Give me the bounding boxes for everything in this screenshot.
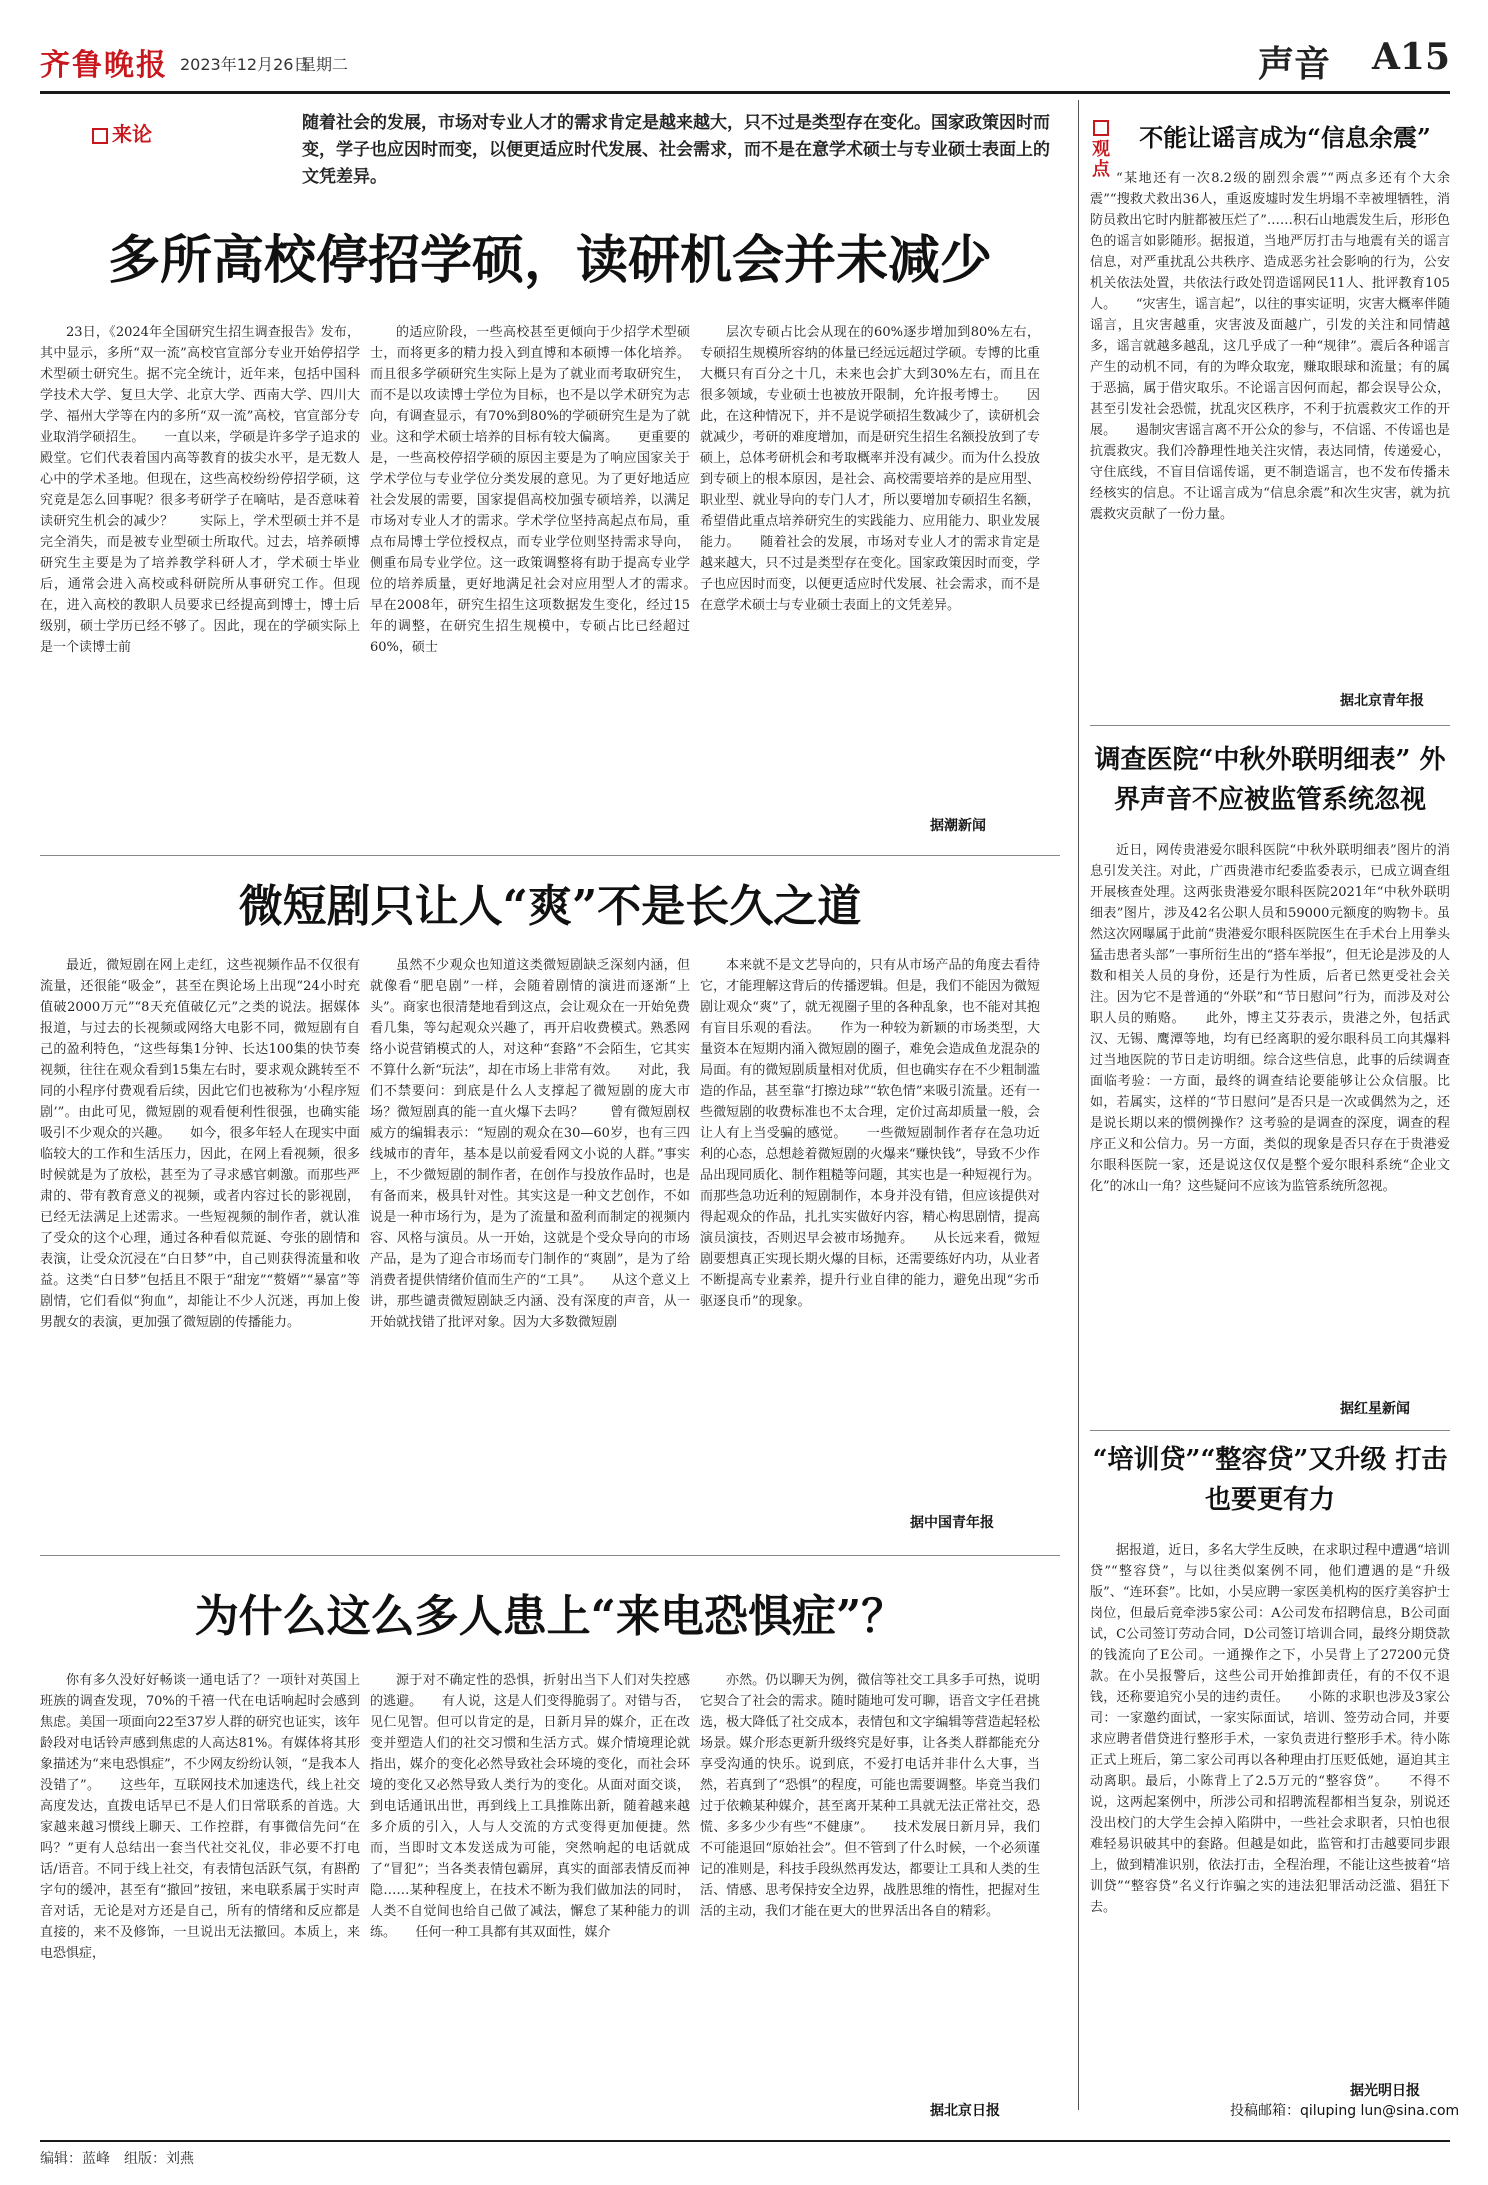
editor-credits: 编辑：蓝峰 组版：刘燕: [40, 2151, 194, 2167]
article3-column-1: 你有多久没好好畅谈一通电话了？一项针对英国上班族的调查发现，70%的千禧一代在电话响起时会感到焦虑。美国一项面向22至37岁人群的研究也证实，该年龄段对电话铃声感到焦虑的人高达81%。有媒体将其形象描述为“来电恐惧症”，不少网友纷纷认领，“是我本人没错了”。 这些年，互联网技术加速迭代，线上社交高度发达，直拨电话早已不是人们日常联系的首选。大家越来越习惯线上聊天、工作控群，有事微信先问“在吗？”更有人总结出一套当代社交礼仪，非必要不打电话/语音。不同于线上社交，有表情包活跃气氛，有斟酌字句的缓冲，甚至有“撤回”按钮，来电联系属于实时声音对话，无论是对方还是自己，所有的情绪和反应都是直接的，来不及修饰，一旦说出无法撤回。本质上，来电恐惧症，: [40, 1673, 360, 1961]
article1-column-2: 的适应阶段，一些高校甚至更倾向于少招学术型硕士，而将更多的精力投入到直博和本硕博一体化培养。而且很多学硕研究生实际上是为了就业而考取研究生，而不是以攻读博士学位为目标，也不是以学术研究为志向，有调查显示，有70%到80%的学硕研究生是为了就业。这和学术硕士培养的目标有较大偏离。 更重要的是，一些高校停招学硕的原因主要是为了响应国家关于学术学位与专业学位分类发展的意见。为了更好地适应社会发展的需要，国家提倡高校加强专硕培养，以满足市场对专业人才的需求。学术学位坚持高起点布局，重点布局博士学位授权点，而专业学位则坚持需求导向，侧重布局专业学位。这一政策调整将有助于提高专业学位的培养质量，更好地满足社会对应用型人才的需求。 早在2008年，研究生招生这项数据发生变化，经过15年的调整，在研究生招生规模中，专硕占比已经超过60%，硕士: [370, 325, 690, 655]
issue-weekday: 星期二: [300, 55, 349, 74]
divider: [40, 1555, 1060, 1556]
divider: [40, 855, 1060, 856]
article3-headline: 为什么这么多人患上“来电恐惧症”？: [194, 1591, 906, 1642]
side2-body: 近日，网传贵港爱尔眼科医院“中秋外联明细表”图片的消息引发关注。对此，广西贵港市纪委监委表示，已成立调查组开展核查处理。这两张贵港爱尔眼科医院2021年“中秋外联明细表”图片，涉及42名公职人员和59000元额度的购物卡。虽然这次网曝属于此前“贵港爱尔眼科医院医生在手术台上用拳头猛击患者头部”一事所衍生出的“搭车举报”，但无论是涉及的人数和相关人员的身份，还是行为性质，后者已然更受社会关注。因为它不是普通的“外联”和“节日慰问”行为，而涉及对公职人员的贿赂。 此外，博主艾芬表示，贵港之外，包括武汉、无锡、鹰潭等地，均有已经离职的爱尔眼科员工向其爆料过当地医院的节日走访明细。综合这些信息，此事的后续调查面临考验：一方面，最终的调查结论要能够让公众信服。比如，若属实，这样的“节日慰问”是否只是一次或偶然为之，还是说长期以来的惯例操作？这考验的是调查的深度，调查的程序正义和公信力。另一方面，类似的现象是否只存在于贵港爱尔眼科医院一家，还是说这仅仅是整个爱尔眼科系统“企业文化”的冰山一角？这些疑问不应该为监管系统所忽视。: [1090, 843, 1450, 1194]
column-divider: [1078, 100, 1079, 2110]
article1-tag: 来论: [92, 118, 152, 147]
article1-headline: 多所高校停招学硕，读研机会并未减少: [107, 230, 992, 291]
side1-body: “某地还有一次8.2级的剧烈余震”“两点多还有个大余震”“搜救犬救出36人，重返废墟时发生坍塌不幸被埋牺牲，消防员救出它时内脏都被压烂了”……积石山地震发生后，形形色色的谣言如影随形。据报道，当地严厉打击与地震有关的谣言信息，对严重扰乱公共秩序、造成恶劣社会影响的行为，公安机关依法处置，共依法行政处罚造谣网民11人、批评教育105人。 “灾害生，谣言起”，以往的事实证明，灾害大概率伴随谣言，且灾害越重，灾害波及面越广，引发的关注和同情越多，谣言就越多越乱，这几乎成了一种“规律”。震后各种谣言产生的动机不同，有的为哗众取宠，赚取眼球和流量；有的属于恶搞，属于借灾取乐。不论谣言因何而起，都会误导公众，甚至引发社会恐慌，扰乱灾区秩序，不利于抗震救灾工作的开展。 遏制灾害谣言离不开公众的参与，不信谣、不传谣也是抗震救灾。我们冷静理性地关注灾情，表达同情，传递爱心，守住底线，不盲目信谣传谣，更不制造谣言，也不发布传播未经核实的信息。不让谣言成为“信息余震”和次生灾害，就为抗震救灾贡献了一份力量。: [1090, 171, 1450, 522]
page-footer: [40, 2140, 1450, 2168]
article1-column-3: 层次专硕占比会从现在的60%逐步增加到80%左右，专硕招生规模所容纳的体量已经远远超过学硕。专博的比重大概只有百分之十几，未来也会扩大到30%左右，而且在很多领域，专业硕士也被放开限制，允许报考博士。 因此，在这种情况下，并不是说学硕招生数减少了，读研机会就减少，考研的难度增加，而是研究生招生名额投放到了专硕上，总体考研机会和考取概率并没有减少。而为什么投放到专硕上的根本原因，是社会、高校需要培养的是应用型、职业型、就业导向的专门人才，所以要增加专硕招生名额，希望借此重点培养研究生的实践能力、应用能力、职业发展能力。 随着社会的发展，市场对专业人才的需求肯定是越来越大，只不过是类型存在变化。国家政策因时而变，学子也应因时而变，以便更适应时代发展、社会需求，而不是在意学术硕士与专业硕士表面上的文凭差异。: [700, 325, 1040, 613]
side3-headline: “培训贷”“整容贷”又升级 打击也要更有力: [1092, 1445, 1448, 1515]
side3-source: 据光明日报: [1350, 2083, 1420, 2099]
article2-headline: 微短剧只让人“爽”不是长久之道: [238, 881, 862, 932]
article1-source: 据潮新闻: [930, 818, 986, 834]
side1-source: 据北京青年报: [1340, 693, 1424, 709]
masthead: [40, 22, 1450, 94]
article2-source: 据中国青年报: [910, 1515, 994, 1531]
article2-column-2: 虽然不少观众也知道这类微短剧缺乏深刻内涵，但就像看“肥皂剧”一样，会随着剧情的演进而逐渐“上头”。商家也很清楚地看到这点，会让观众在一开始免费看几集，等勾起观众兴趣了，再开启收费模式。熟悉网络小说营销模式的人，对这种“套路”不会陌生，它其实不算什么新“玩法”，却在市场上非常有效。 对此，我们不禁要问：到底是什么人支撑起了微短剧的庞大市场？微短剧真的能一直火爆下去吗？ 曾有微短剧权威方的编辑表示：“短剧的观众在30—60岁，也有三四线城市的青年，基本是以前爱看网文小说的人群。”事实上，不少微短剧的制作者，在创作与投放作品时，也是有备而来，极具针对性。其实这是一种文艺创作，不如说是一种市场行为，是为了流量和盈利而制定的视频内容、风格与演员。从一开始，这就是个受众导向的市场产品，是为了迎合市场而专门制作的“爽剧”，是为了给消费者提供情绪价值而生产的“工具”。 从这个意义上讲，那些谴责微短剧缺乏内涵、没有深度的声音，从一开始就找错了批评对象。因为大多数微短剧: [370, 958, 690, 1330]
article2-column-1: 最近，微短剧在网上走红，这些视频作品不仅很有流量，还很能“吸金”，甚至在舆论场上出现“24小时充值破2000万元”“8天充值破亿元”之类的说法。据媒体报道，与过去的长视频或网络大电影不同，微短剧有自己的盈利特色，“这些每集1分钟、长达100集的快节奏视频，往往在观众看到15集左右时，要求观众跳转至不同的小程序付费观看后续，因此它们也被称为‘小程序短剧’”。由此可见，微短剧的观看便利性很强，也确实能吸引不少观众的兴趣。 如今，很多年轻人在现实中面临较大的工作和生活压力，因此，在网上看视频，很多时候就是为了放松，甚至为了寻求感官刺激。而那些严肃的、带有教育意义的视频，或者内容过长的影视剧，已经无法满足上述需求。一些短视频的制作者，就认准了受众的这个心理，通过各种看似荒诞、夸张的剧情和表演，让受众沉浸在“白日梦”中，自己则获得流量和收益。这类“白日梦”包括且不限于“甜宠”“赘婿”“暴富”等剧情，它们看似“狗血”，却能让不少人沉迷，再加上俊男靓女的表演，更加强了微短剧的传播能力。: [40, 958, 360, 1330]
article3-column-3: 亦然。仍以聊天为例，微信等社交工具多手可热，说明它契合了社会的需求。随时随地可发可聊，语音文字任君挑选，极大降低了社交成本，表情包和文字编辑等营造起轻松场景。媒介形态更新升级终究是好事，让各类人群都能充分享受沟通的快乐。说到底，不爱打电话并非什么大事，当然，若真到了“恐惧”的程度，可能也需要调整。毕竟当我们过于依赖某种媒介，甚至离开某种工具就无法正常社交，恐慌、多多少少有些“不健康”。 技术发展日新月异，我们不可能退回“原始社会”。但不管到了什么时候，一个必须谨记的准则是，科技手段纵然再发达，都要让工具和人类的生活、情感、思考保持安全边界，战胜思维的惰性，把握对生活的主动，我们才能在更大的世界活出各自的精彩。: [700, 1673, 1040, 1919]
side2-source: 据红星新闻: [1340, 1401, 1410, 1417]
article3-column-2: 源于对不确定性的恐惧，折射出当下人们对失控感的逃避。 有人说，这是人们变得脆弱了。对错与否，见仁见智。但可以肯定的是，日新月异的媒介，正在改变并塑造人们的社交习惯和生活方式。媒介情境理论就指出，媒介的变化必然导致社会环境的变化，而社会环境的变化又必然导致人类行为的变化。从面对面交谈，到电话通讯出世，再到线上工具推陈出新，随着越来越多介质的引入，人与人交流的方式变得更加便捷。然而，当即时文本发送成为可能，突然响起的电话就成了“冒犯”；当各类表情包霸屏，真实的面部表情反而神隐……某种程度上，在技术不断为我们做加法的同时，人类不自觉间也给自己做了减法，懈怠了某种能力的训练。 任何一种工具都有其双面性，媒介: [370, 1673, 690, 1940]
article2-column-3: 本来就不是文艺导向的，只有从市场产品的角度去看待它，才能理解这背后的传播逻辑。但是，我们不能因为微短剧让观众“爽”了，就无视圈子里的各种乱象，也不能对其抱有盲目乐观的看法。 作为一种较为新颖的市场类型，大量资本在短期内涌入微短剧的圈子，难免会造成鱼龙混杂的局面。有的微短剧质量相对优质，但也确实存在不少粗制滥造的作品，甚至靠“打擦边球”“软色情”来吸引流量。还有一些微短剧的收费标准也不太合理，定价过高却质量一般，会让人有上当受骗的感觉。 一些微短剧制作者存在急功近利的心态，总想趁着微短剧的火爆来“赚快钱”，导致不少作品出现同质化、制作粗糙等问题，其实也是一种短视行为。而那些急功近利的短剧制作，本身并没有错，但应该提供对得起观众的作品，扎扎实实做好内容，精心构思剧情，提高演员演技，否则迟早会被市场抛弃。 从长远来看，微短剧要想真正实现长期火爆的目标，还需要练好内功，从业者不断提高专业素养，提升行业自律的能力，避免出现“劣币驱逐良币”的现象。: [700, 958, 1040, 1309]
side2-headline: 调查医院“中秋外联明细表” 外界声音不应被监管系统忽视: [1094, 745, 1446, 815]
section-name: 声音: [1257, 43, 1330, 85]
side3-body: 据报道，近日，多名大学生反映，在求职过程中遭遇“培训贷”“整容贷”，与以往类似案例不同，他们遭遇的是“升级版”、“连环套”。比如，小吴应聘一家医美机构的医疗美容护士岗位，但最后竟牵涉5家公司：A公司发布招聘信息，B公司面试，C公司签订劳动合同，D公司签订培训合同，最终分期贷款的钱流向了E公司。一通操作之下，小吴背上了27200元贷款。在小吴报警后，这些公司开始推卸责任，有的不仅不退钱，还称要追究小吴的违约责任。 小陈的求职也涉及3家公司：一家邀约面试，一家实际面试，培训、签劳动合同，并要求应聘者借贷进行整形手术，一家负责进行整形手术。待小陈正式上班后，第二家公司再以各种理由打压贬低她，逼迫其主动离职。最后，小陈背上了2.5万元的“整容贷”。 不得不说，这两起案例中，所涉公司和招聘流程都相当复杂，别说还没出校门的大学生会掉入陷阱中，一些社会求职者，只怕也很难轻易识破其中的套路。但越是如此，监管和打击越要同步跟上，做到精准识别，依法打击，全程治理，不能让这些披着“培训贷”“整容贷”名义行诈骗之实的违法犯罪活动泛滥、猖狂下去。: [1090, 1543, 1450, 1915]
article3-source: 据北京日报: [930, 2103, 1000, 2119]
tag-box-icon: [92, 128, 108, 144]
page-number: A15: [1371, 36, 1450, 78]
newspaper-logo: 齐鲁晚报: [40, 48, 168, 83]
side1-headline: 不能让谣言成为“信息余震”: [1139, 123, 1431, 152]
divider: [1090, 1430, 1450, 1431]
submission-mailbox: 投稿邮箱：qiluping lun@sina.com: [1230, 2103, 1460, 2119]
divider: [1090, 725, 1450, 726]
issue-date: 2023年12月26日: [180, 55, 310, 74]
article1-column-1: 23日，《2024年全国研究生招生调查报告》发布，其中显示，多所“双一流”高校官宣部分专业开始停招学术型硕士研究生。据不完全统计，近年来，包括中国科学技术大学、复旦大学、北京大学、西南大学、四川大学、福州大学等在内的多所“双一流”高校，官宣部分专业取消学硕招生。 一直以来，学硕是许多学子追求的殿堂。它们代表着国内高等教育的拔尖水平，是无数人心中的学术圣地。但现在，这些高校纷纷停招学硕，这究竟是怎么回事呢？很多考研学子在嘀咕，是否意味着读研究生机会的减少？ 实际上，学术型硕士并不是完全消失，而是被专业型硕士所取代。过去，培养硕博研究生主要是为了培养教学科研人才，学术硕士毕业后，通常会进入高校或科研院所从事研究工作。但现在，进入高校的教职人员要求已经提高到博士，博士后级别，硕士学历已经不够了。因此，现在的学硕实际上是一个读博士前: [40, 325, 360, 655]
side1-tag: 观点: [1090, 120, 1112, 180]
tag-box-icon: [1093, 120, 1109, 136]
article1-intro: 随着社会的发展，市场对专业人才的需求肯定是越来越大，只不过是类型存在变化。国家政策因时而变，学子也应因时而变，以便更适应时代发展、社会需求，而不是在意学术硕士与专业硕士表面上的文凭差异。: [302, 113, 1050, 187]
